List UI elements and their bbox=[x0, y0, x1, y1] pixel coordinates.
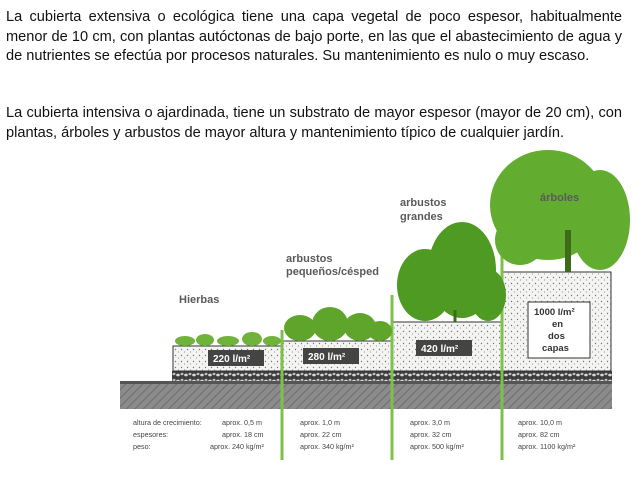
col2-altura: aprox. 1,0 m bbox=[300, 418, 340, 427]
paragraph-extensive-roof: La cubierta extensiva o ecológica tiene una capa vegetal de poco espesor, habitualmente menor de 10 cm, con plantas autóctonas de bajo porte, en las que el abastecimiento de agua y de nutrientes se efectúa por procesos naturales. Su mantenimiento es nulo o muy escaso. bbox=[6, 9, 622, 65]
capacity-text-4-line4: capas bbox=[542, 343, 569, 354]
hierbas-plants-icon bbox=[175, 332, 281, 346]
col3-altura: aprox. 3,0 m bbox=[410, 418, 450, 427]
arbustos-grandes-plants-icon bbox=[397, 222, 506, 322]
capacity-text-2: 280 l/m² bbox=[308, 352, 346, 363]
label-hierbas: Hierbas bbox=[179, 294, 220, 306]
capacity-text-4-line3: dos bbox=[548, 331, 565, 342]
col4-peso: aprox. 1100 kg/m² bbox=[518, 442, 576, 451]
row-label-altura: altura de crecimiento: bbox=[133, 418, 202, 427]
col1-peso: aprox. 240 kg/m² bbox=[210, 442, 264, 451]
concrete-slab bbox=[120, 381, 612, 409]
label-arbustos-grandes-1: arbustos bbox=[400, 197, 447, 209]
col1-espesores: aprox. 18 cm bbox=[222, 430, 264, 439]
col2-espesores: aprox. 22 cm bbox=[300, 430, 342, 439]
col3-espesores: aprox. 32 cm bbox=[410, 430, 452, 439]
col2-peso: aprox. 340 kg/m² bbox=[300, 442, 354, 451]
specs-table bbox=[133, 418, 576, 451]
row-label-peso: peso: bbox=[133, 442, 151, 451]
capacity-text-1: 220 l/m² bbox=[213, 354, 251, 365]
col4-espesores: aprox. 82 cm bbox=[518, 430, 560, 439]
capacity-text-3: 420 l/m² bbox=[421, 344, 459, 355]
label-arbustos-pequenos-1: arbustos bbox=[286, 253, 333, 265]
arbustos-pequenos-plants-icon bbox=[284, 307, 392, 341]
label-arbustos-grandes-2: grandes bbox=[400, 211, 443, 223]
arboles-plants-icon bbox=[490, 150, 630, 272]
label-arbustos-pequenos-2: pequeños/césped bbox=[286, 266, 379, 278]
label-arboles: árboles bbox=[540, 192, 580, 204]
col4-altura: aprox. 10,0 m bbox=[518, 418, 562, 427]
capacity-text-4-line2: en bbox=[552, 319, 564, 330]
capacity-text-4-line1: 1000 l/m² bbox=[534, 307, 575, 318]
row-label-espesores: espesores: bbox=[133, 430, 169, 439]
col3-peso: aprox. 500 kg/m² bbox=[410, 442, 464, 451]
col1-altura: aprox. 0,5 m bbox=[222, 418, 262, 427]
paragraph-intensive-roof: La cubierta intensiva o ajardinada, tiene un substrato de mayor espesor (mayor de 20 cm), con plantas, árboles y arbustos de mayor altura y mantenimiento típico de cualquier jardín. bbox=[6, 105, 622, 141]
